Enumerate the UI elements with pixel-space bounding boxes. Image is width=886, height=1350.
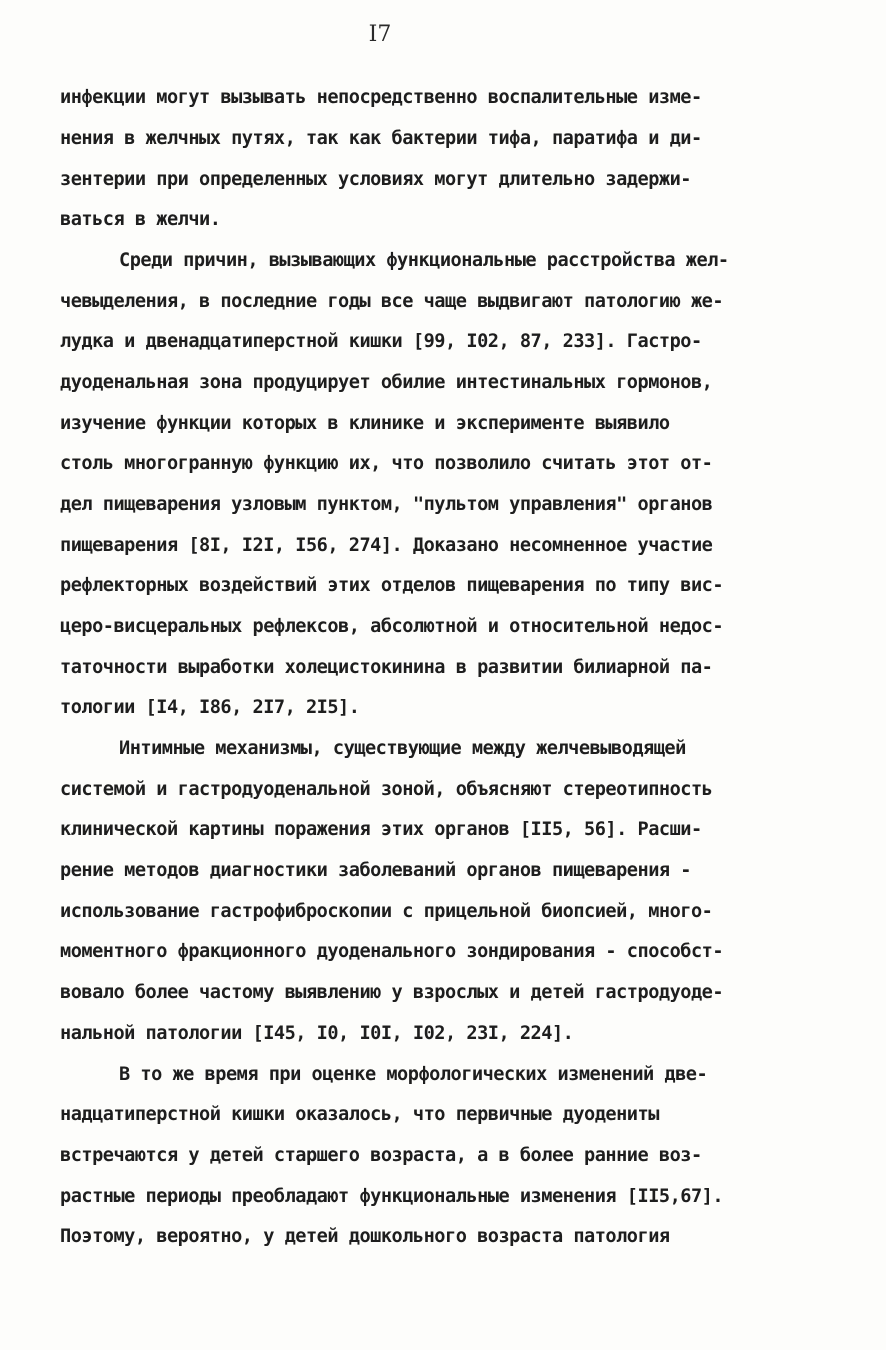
text-line: Интимные механизмы, существующие между желчевыводящей <box>119 738 686 759</box>
text-line: нения в желчных путях, так как бактерии тифа, паратифа и ди- <box>60 128 702 149</box>
text-line: растные периоды преобладают функциональные изменения [II5,67]. <box>60 1186 724 1207</box>
text-line: вовало более частому выявлению у взрослых и детей гастродуоде- <box>60 982 724 1003</box>
text-line: рение методов диагностики заболеваний органов пищеварения - <box>60 860 691 881</box>
text-line: Среди причин, вызывающих функциональные расстройства жел- <box>119 250 729 271</box>
text-line: рефлекторных воздействий этих отделов пищеварения по типу вис- <box>60 575 724 596</box>
text-line: Поэтому, вероятно, у детей дошкольного возраста патология <box>60 1226 670 1247</box>
text-line: дел пищеварения узловым пунктом, "пультом управления" органов <box>60 494 713 515</box>
text-line: В то же время при оценке морфологических изменений две- <box>119 1064 708 1085</box>
text-line: системой и гастродуоденальной зоной, объясняют стереотипность <box>60 779 713 800</box>
text-line: лудка и двенадцатиперстной кишки [99, I02, 87, 233]. Гастро- <box>60 331 702 352</box>
text-line: надцатиперстной кишки оказалось, что первичные дуодениты <box>60 1104 659 1125</box>
text-line: встречаются у детей старшего возраста, а в более ранние воз- <box>60 1145 702 1166</box>
text-line: чевыделения, в последние годы все чаще выдвигают патологию же- <box>60 291 724 312</box>
text-line: пищеварения [8I, I2I, I56, 274]. Доказано несомненное участие <box>60 535 713 556</box>
text-line: моментного фракционного дуоденального зондирования - способст- <box>60 941 724 962</box>
text-line: дуоденальная зона продуцирует обилие интестинальных гормонов, <box>60 372 713 393</box>
text-line: таточности выработки холецистокинина в развитии билиарной па- <box>60 657 713 678</box>
text-line: нальной патологии [I45, I0, I0I, I02, 23I, 224]. <box>60 1023 574 1044</box>
page-number: I7 <box>368 22 392 47</box>
text-line: столь многогранную функцию их, что позволило считать этот от- <box>60 453 713 474</box>
text-line: зентерии при определенных условиях могут длительно задержи- <box>60 169 691 190</box>
text-line: тологии [I4, I86, 2I7, 2I5]. <box>60 697 360 718</box>
text-line: инфекции могут вызывать непосредственно воспалительные изме- <box>60 87 702 108</box>
text-line: церо-висцеральных рефлексов, абсолютной и относительной недос- <box>60 616 724 637</box>
text-line: ваться в желчи. <box>60 209 221 230</box>
text-line: изучение функции которых в клинике и эксперименте выявило <box>60 413 670 434</box>
text-line: использование гастрофиброскопии с прицельной биопсией, много- <box>60 901 713 922</box>
text-line: клинической картины поражения этих органов [II5, 56]. Расши- <box>60 819 702 840</box>
